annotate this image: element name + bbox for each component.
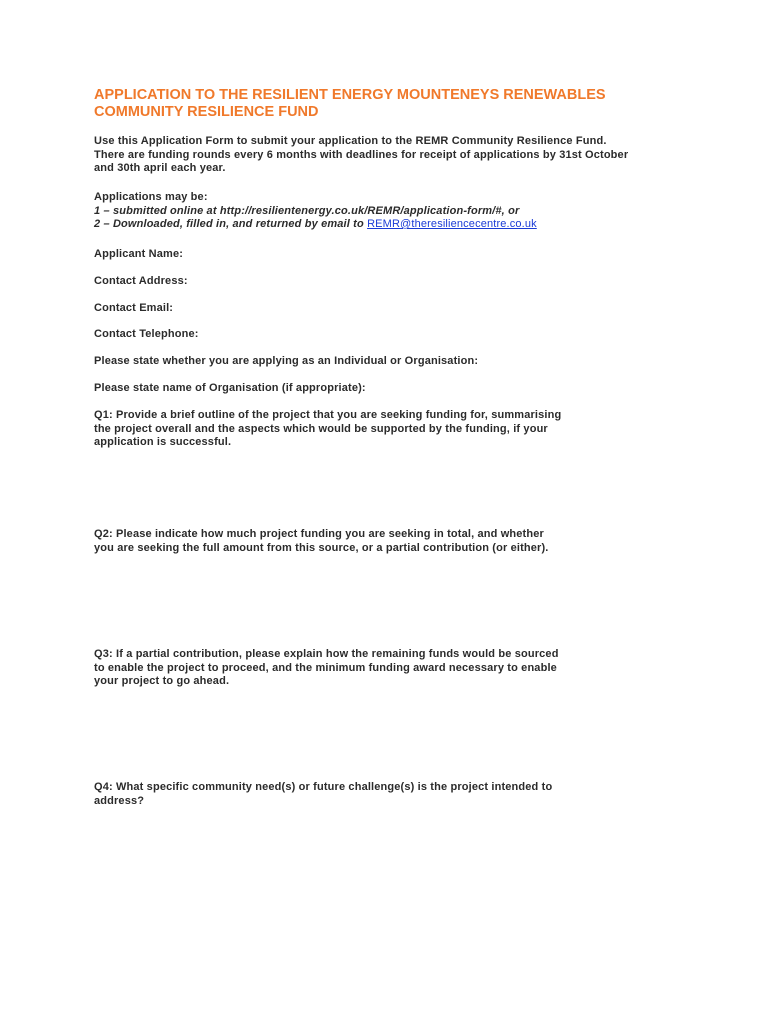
- intro-line-3: and 30th april each year.: [94, 162, 226, 174]
- field-contact-email: [94, 302, 173, 316]
- question-4: [94, 781, 552, 808]
- contact-telephone-label: Contact Telephone:: [94, 328, 199, 340]
- applications-heading: Applications may be:: [94, 191, 208, 203]
- contact-address-label: Contact Address:: [94, 275, 188, 287]
- field-individual-or-org: [94, 355, 478, 369]
- q1-line-2: the project overall and the aspects which would be supported by the funding, if your: [94, 422, 548, 435]
- document-title: [94, 87, 606, 121]
- contact-email-label: Contact Email:: [94, 302, 174, 314]
- applicant-name-label: Applicant Name:: [94, 248, 184, 260]
- application-option-2: [94, 218, 537, 232]
- q3-line-3: your project to go ahead.: [94, 675, 230, 687]
- q2-line-2: you are seeking the full amount from this source, or a partial contribution (or either).: [94, 541, 549, 554]
- applications-section: [94, 191, 537, 232]
- q2-line-1: Q2: Please indicate how much project funding you are seeking in total, and whether: [94, 528, 544, 540]
- individual-or-org-label: Please state whether you are applying as an Individual or Organisation:: [94, 355, 479, 367]
- field-contact-address: [94, 275, 188, 289]
- application-option-1: 1 – submitted online at http://resilientenergy.co.uk/REMR/application-form/#, or: [94, 204, 520, 217]
- field-applicant-name: [94, 248, 183, 262]
- q1-line-1: Q1: Provide a brief outline of the project that you are seeking funding for, summarising: [94, 409, 562, 421]
- email-link[interactable]: REMR@theresiliencecentre.co.uk: [367, 218, 537, 230]
- question-1: [94, 409, 561, 450]
- application-option-2-text: 2 – Downloaded, filled in, and returned by email to: [94, 218, 368, 230]
- q1-line-3: application is successful.: [94, 436, 232, 448]
- field-contact-telephone: [94, 328, 199, 342]
- intro-line-2: There are funding rounds every 6 months with deadlines for receipt of applications by 31st October: [94, 148, 629, 161]
- org-name-label: Please state name of Organisation (if appropriate):: [94, 382, 366, 394]
- question-2: [94, 528, 548, 555]
- q4-line-2: address?: [94, 794, 145, 807]
- field-org-name: [94, 382, 366, 396]
- intro-paragraph: [94, 135, 628, 176]
- question-3: [94, 648, 559, 689]
- q4-line-1: Q4: What specific community need(s) or future challenge(s) is the project intended to: [94, 781, 553, 793]
- q3-line-1: Q3: If a partial contribution, please explain how the remaining funds would be sourced: [94, 648, 559, 660]
- title-line-2: COMMUNITY RESILIENCE FUND: [94, 104, 319, 120]
- q3-line-2: to enable the project to proceed, and the minimum funding award necessary to enable: [94, 661, 557, 674]
- title-line-1: APPLICATION TO THE RESILIENT ENERGY MOUNTENEYS RENEWABLES: [94, 87, 606, 103]
- intro-line-1: Use this Application Form to submit your application to the REMR Community Resilience Fund.: [94, 135, 607, 147]
